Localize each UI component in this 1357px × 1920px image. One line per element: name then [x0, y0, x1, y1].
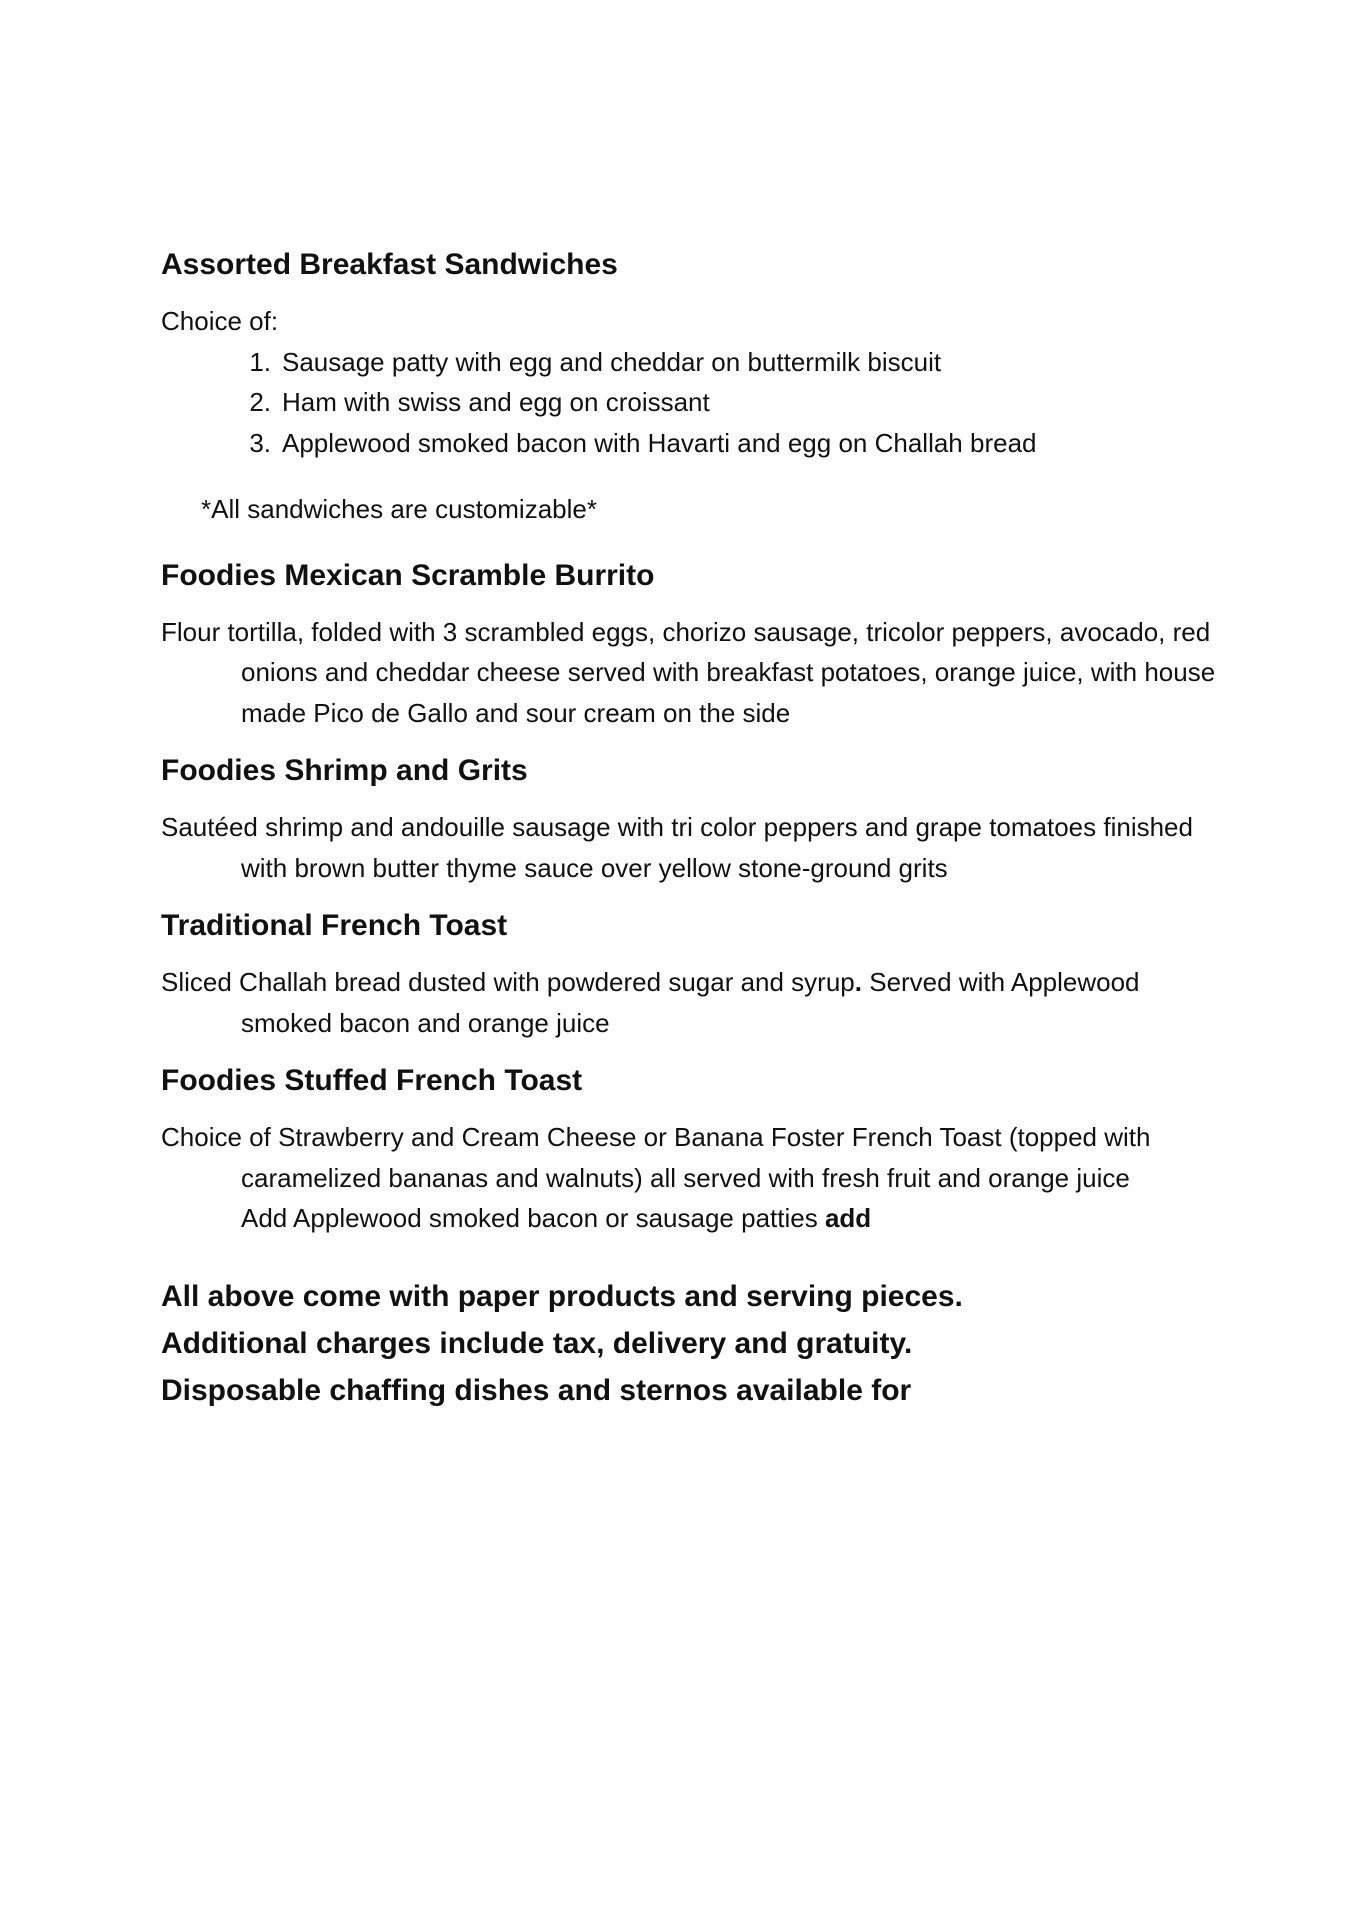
list-item-text: Sausage patty with egg and cheddar on buttermilk biscuit: [282, 346, 942, 377]
section-stuffed-french-toast: [161, 1061, 1221, 1239]
footer-line-1: All above come with paper products and serving pieces.: [161, 1279, 963, 1313]
list-item-text: Applewood smoked bacon with Havarti and egg on Challah bread: [282, 427, 1037, 458]
addon-line: [161, 1198, 1221, 1239]
section-breakfast-sandwiches: [161, 245, 1221, 530]
list-item: [161, 382, 1221, 423]
section-title: Foodies Mexican Scramble Burrito: [161, 558, 655, 592]
choice-intro: Choice of:: [161, 306, 279, 336]
section-description: Flour tortilla, folded with 3 scrambled eggs, chorizo sausage, tricolor peppers, avocado, red onions and cheddar cheese served with breakfast potatoes, orange juice, with house made Pico de Gallo and sour cream on the side: [161, 616, 1216, 728]
footer-line-3: Disposable chaffing dishes and sternos available for: [161, 1373, 912, 1407]
footer-notes: [161, 1273, 1221, 1414]
description-text: Sliced Challah bread dusted with powdered sugar and syrup: [161, 967, 855, 997]
choice-list: [161, 342, 1221, 464]
list-item-number: 3.: [249, 427, 271, 458]
description-period: .: [854, 967, 862, 997]
section-title: Foodies Shrimp and Grits: [161, 754, 528, 787]
list-item-number: 1.: [249, 346, 271, 377]
description-text: Served with Applewood smoked bacon and orange juice: [241, 967, 1140, 1038]
footer-line-2: Additional charges include tax, delivery and gratuity.: [161, 1326, 913, 1360]
section-title: Traditional French Toast: [161, 909, 508, 942]
menu-content: [161, 245, 1221, 1414]
list-item-number: 2.: [249, 387, 271, 417]
addon-text: Add Applewood smoked bacon or sausage patties: [241, 1203, 825, 1233]
list-item-text: Ham with swiss and egg on croissant: [282, 387, 710, 417]
section-shrimp-and-grits: [161, 751, 1221, 888]
section-description: Sautéed shrimp and andouille sausage with tri color peppers and grape tomatoes finished with brown butter thyme sauce over yellow stone-ground grits: [161, 812, 1193, 883]
section-description: [161, 962, 1221, 1043]
addon-bold: add: [824, 1203, 872, 1233]
section-traditional-french-toast: [161, 906, 1221, 1043]
section-mexican-scramble-burrito: [161, 556, 1221, 734]
section-title: Foodies Stuffed French Toast: [161, 1064, 583, 1097]
list-item: [161, 423, 1221, 464]
list-item: [161, 342, 1221, 383]
customizable-note: *All sandwiches are customizable*: [201, 494, 597, 524]
section-description: Choice of Strawberry and Cream Cheese or Banana Foster French Toast (topped with caramelized bananas and walnuts) all served with fresh fruit and orange juice: [161, 1122, 1151, 1193]
section-title: Assorted Breakfast Sandwiches: [161, 248, 618, 281]
